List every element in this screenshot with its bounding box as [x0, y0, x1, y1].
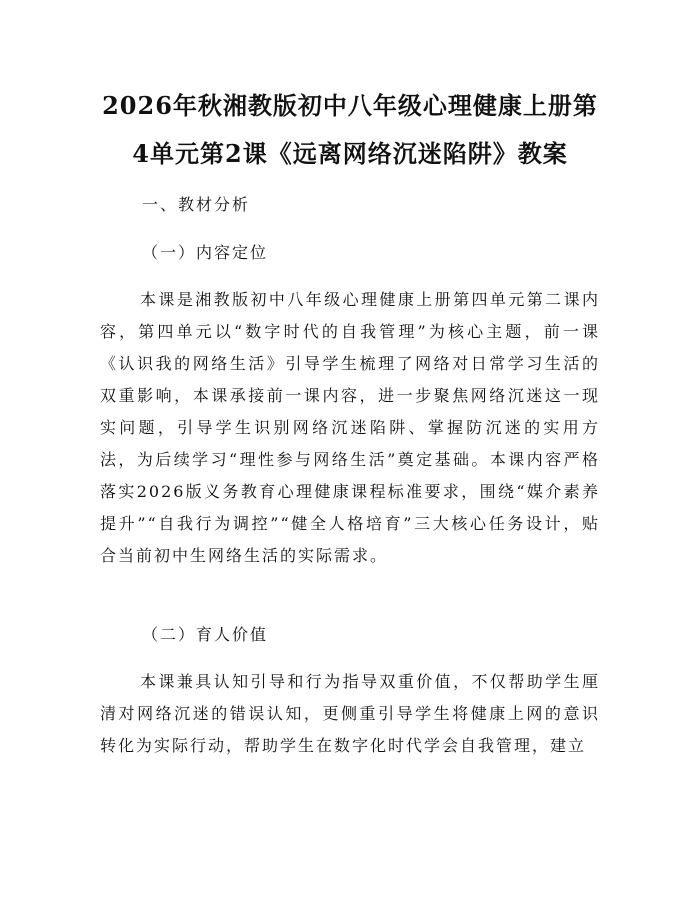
document-title-line-2: 4单元第2课《远离网络沉迷陷阱》教案 — [132, 139, 568, 168]
document-title-line-1: 2026年秋湘教版初中八年级心理健康上册第 — [102, 91, 598, 120]
section-heading-textbook-analysis: 一、教材分析 — [142, 195, 251, 214]
subsection-heading-content-positioning: （一）内容定位 — [142, 243, 269, 262]
paragraph-educational-value: 本课兼具认知引导和行为指导双重价值，不仅帮助学生厘清对网络沉迷的错误认知，更侧重引导学生将健康上网的意识转化为实际行动，帮助学生在数字化时代学会自我管理，建立 — [100, 672, 600, 755]
paragraph-content-positioning: 本课是湘教版初中八年级心理健康上册第四单元第二课内容，第四单元以“数字时代的自我管理”为核心主题，前一课《认识我的网络生活》引导学生梳理了网络对日常学习生活的双重影响，本课承接前一课内容，进一步聚焦网络沉迷这一现实问题，引导学生识别网络沉迷陷阱、掌握防沉迷的实用方法，为后续学习“理性参与网络生活”奠定基础。本课内容严格落实2026版义务教育心理健康课程标准要求，围绕“媒介素养提升”“自我行为调控”“健全人格培育”三大核心任务设计，贴合当前初中生网络生活的实际需求。 — [100, 290, 600, 565]
subsection-heading-educational-value: （二）育人价值 — [142, 625, 269, 644]
